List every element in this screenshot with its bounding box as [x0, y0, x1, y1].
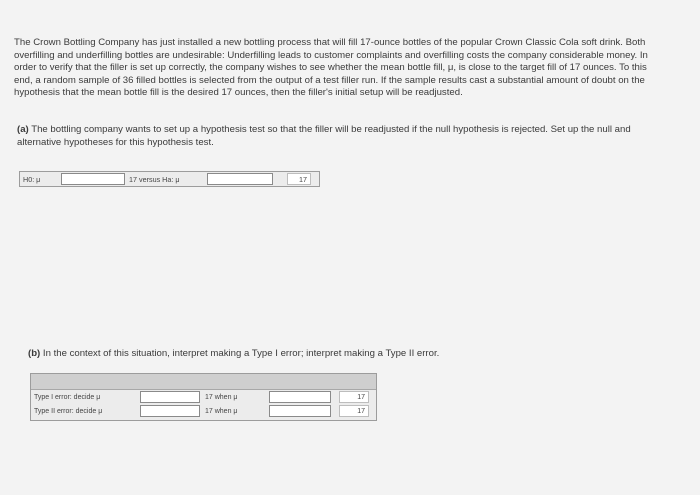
type-2-error-row — [31, 404, 376, 418]
type-1-decide-select[interactable] — [140, 391, 200, 403]
type-1-error-row — [31, 390, 376, 404]
type-1-value: 17 — [339, 391, 369, 403]
ha-label: 17 versus Ha: μ — [129, 174, 180, 184]
type-1-when-label: 17 when μ — [205, 393, 238, 401]
hypothesis-value: 17 — [287, 173, 311, 185]
error-table — [30, 373, 377, 421]
h0-operator-select[interactable] — [61, 173, 125, 185]
problem-statement: The Crown Bottling Company has just installed a new bottling process that will fill 17-ounce bottles of the popular Crown Classic Cola soft drink. Both overfilling and underfilling bottles are undesirable: Underfilling leads to customer complaints and overfilling costs the company considerable money. In order to verify that the filler is set up correctly, the company wishes to see whether the mean bottle fill, μ, is close to the target fill of 17 ounces. To this end, a random sample of 36 filled bottles is selected from the output of a test filler run. If the sample results cast a substantial amount of doubt on the hypothesis that the mean bottle fill is the desired 17 ounces, then the filler's initial setup will be readjusted. — [14, 37, 648, 99]
type-2-when-select[interactable] — [269, 405, 331, 417]
ha-operator-select[interactable] — [207, 173, 273, 185]
error-table-header — [31, 374, 376, 390]
type-1-error-label: Type I error: decide μ — [34, 393, 101, 401]
type-2-decide-select[interactable] — [140, 405, 200, 417]
question-a-text: The bottling company wants to set up a hypothesis test so that the filler will be readjusted if the null hypothesis is rejected. Set up the null and alternative hypotheses for this hypothesis test. — [17, 124, 631, 148]
question-b-text: In the context of this situation, interpret making a Type I error; interpret making a Type II error. — [40, 348, 440, 359]
question-b — [28, 348, 439, 360]
question-a-tag: (a) — [17, 124, 29, 135]
hypothesis-row — [19, 171, 320, 187]
h0-label: H0: μ — [23, 174, 41, 184]
type-2-value: 17 — [339, 405, 369, 417]
question-b-tag: (b) — [28, 348, 41, 359]
type-2-error-label: Type II error: decide μ — [34, 407, 103, 415]
type-1-when-select[interactable] — [269, 391, 331, 403]
type-2-when-label: 17 when μ — [205, 407, 238, 415]
question-a — [17, 124, 657, 149]
